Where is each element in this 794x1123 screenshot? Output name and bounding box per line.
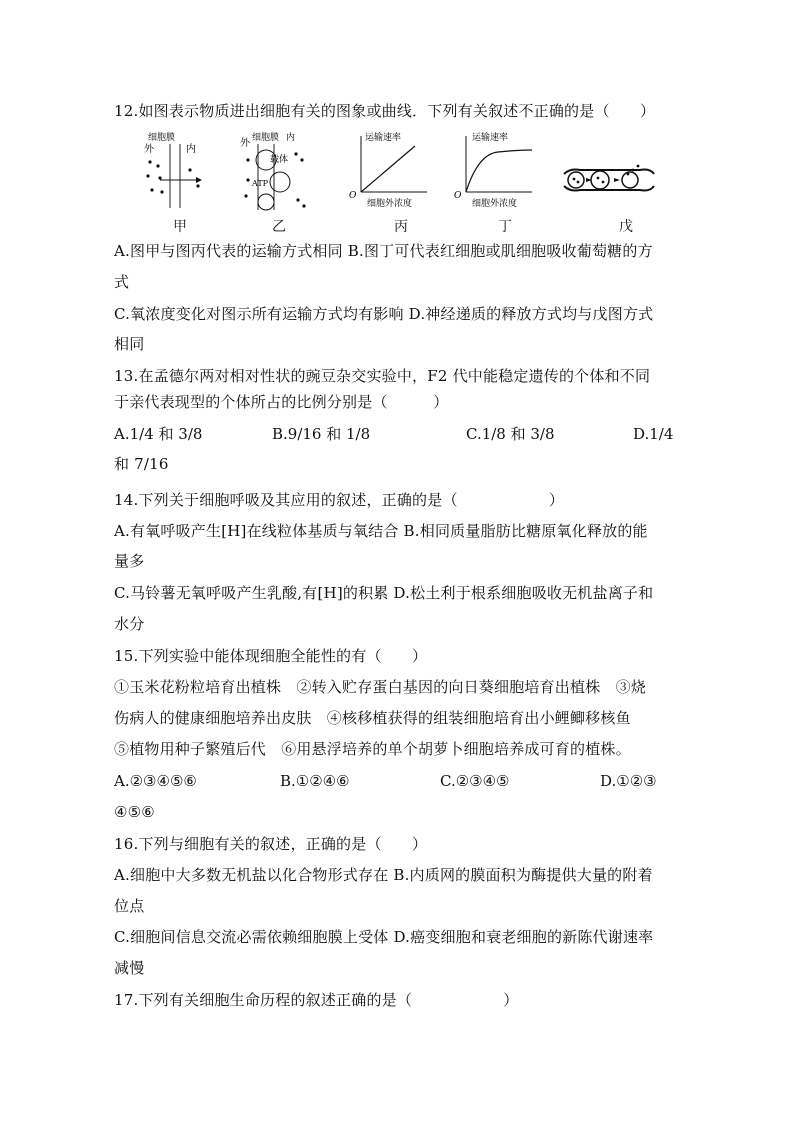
ding-xlabel: 细胞外浓度 <box>472 199 518 209</box>
q12-stem: 12.如图表示物质进出细胞有关的图象或曲线．下列有关叙述不正确的是（ ） <box>114 102 656 120</box>
q16-stem: 16.下列与细胞有关的叙述，正确的是（ ） <box>114 835 428 853</box>
jia-in-label: 内 <box>186 144 196 155</box>
q12-line4: 相同 <box>114 335 145 353</box>
label-wu: 戊 <box>619 219 633 235</box>
q16-line3: C.细胞间信息交流必需依赖细胞膜上受体 D.癌变细胞和衰老细胞的新陈代谢速率 <box>114 928 654 946</box>
q17-stem: 17.下列有关细胞生命历程的叙述正确的是（ ） <box>114 991 519 1009</box>
yi-membrane-label: 细胞膜 <box>252 133 280 143</box>
jia-out-label: 外 <box>144 144 154 155</box>
q16-line2: 位点 <box>114 897 145 915</box>
q15-line1: ①玉米花粉粒培育出植株 ②转入贮存蛋白基因的向日葵细胞培育出植株 ③烧 <box>114 678 647 696</box>
q12-line1: A.图甲与图丙代表的运输方式相同 B.图丁可代表红细胞或肌细胞吸收葡萄糖的方 <box>114 242 653 260</box>
q13-option-c: C.1/8 和 3/8 <box>466 425 555 443</box>
yi-in-label: 内 <box>286 133 296 143</box>
q13-option-d-cont: 和 7/16 <box>114 455 169 473</box>
q14-line2: 量多 <box>114 552 145 570</box>
q15-option-c: C.②③④⑤ <box>440 772 510 790</box>
label-yi: 乙 <box>272 219 286 235</box>
bing-xlabel: 细胞外浓度 <box>367 199 413 209</box>
label-ding: 丁 <box>498 219 512 235</box>
ding-ylabel: 运输速率 <box>472 133 509 143</box>
figure-wu <box>560 130 660 220</box>
q15-stem: 15.下列实验中能体现细胞全能性的有（ ） <box>114 647 428 665</box>
q16-line1: A.细胞中大多数无机盐以化合物形式存在 B.内质网的膜面积为酶提供大量的附着 <box>114 866 653 884</box>
label-bing: 丙 <box>394 219 408 235</box>
q13-stem-line1: 13.在孟德尔两对相对性状的豌豆杂交实验中，F2 代中能稳定遗传的个体和不同 <box>114 367 651 385</box>
yi-carrier-label: 载体 <box>270 155 289 165</box>
figure-yi <box>240 130 320 220</box>
q15-option-b: B.①②④⑥ <box>280 772 350 790</box>
q14-line3: C.马铃薯无氧呼吸产生乳酸,有[H]的积累 D.松土利于根系细胞吸收无机盐离子和 <box>114 584 654 602</box>
q15-option-a: A.②③④⑤⑥ <box>114 772 197 790</box>
q14-line1: A.有氧呼吸产生[H]在线粒体基质与氧结合 B.相同质量脂肪比糖原氧化释放的能 <box>114 522 648 540</box>
figure-jia <box>140 130 220 220</box>
q13-option-a: A.1/4 和 3/8 <box>114 425 203 443</box>
q14-line4: 水分 <box>114 615 145 633</box>
yi-out-label: 外 <box>240 138 250 149</box>
q12-line3: C.氧浓度变化对图示所有运输方式均有影响 D.神经递质的释放方式均与戊图方式 <box>114 305 654 323</box>
q15-line2: 伤病人的健康细胞培养出皮肤 ④核移植获得的组装细胞培育出小鲤鲫移核鱼 <box>114 709 631 727</box>
q12-figure <box>140 130 660 240</box>
q13-stem-line2: 于亲代表现型的个体所占的比例分别是（ ） <box>114 393 449 411</box>
jia-particles <box>146 160 199 193</box>
q12-line2: 式 <box>114 273 130 291</box>
q16-line4: 减慢 <box>114 959 145 977</box>
q13-option-b: B.9/16 和 1/8 <box>272 425 371 443</box>
q15-option-d-cont: ④⑤⑥ <box>114 803 155 821</box>
figure-ding <box>450 130 540 220</box>
q14-stem: 14.下列关于细胞呼吸及其应用的叙述，正确的是（ ） <box>114 491 565 509</box>
bing-origin: O <box>349 191 357 201</box>
yi-atp-label: ATP <box>252 179 269 188</box>
figure-bing <box>345 130 435 220</box>
q15-line3: ⑤植物用种子繁殖后代 ⑥用悬浮培养的单个胡萝卜细胞培养成可育的植株。 <box>114 740 631 758</box>
jia-membrane-label: 细胞膜 <box>148 133 176 143</box>
q15-option-d: D.①②③ <box>600 772 657 790</box>
label-jia: 甲 <box>173 219 187 235</box>
ding-origin: O <box>454 191 462 201</box>
q13-option-d: D.1/4 <box>633 425 674 443</box>
bing-ylabel: 运输速率 <box>365 133 402 143</box>
